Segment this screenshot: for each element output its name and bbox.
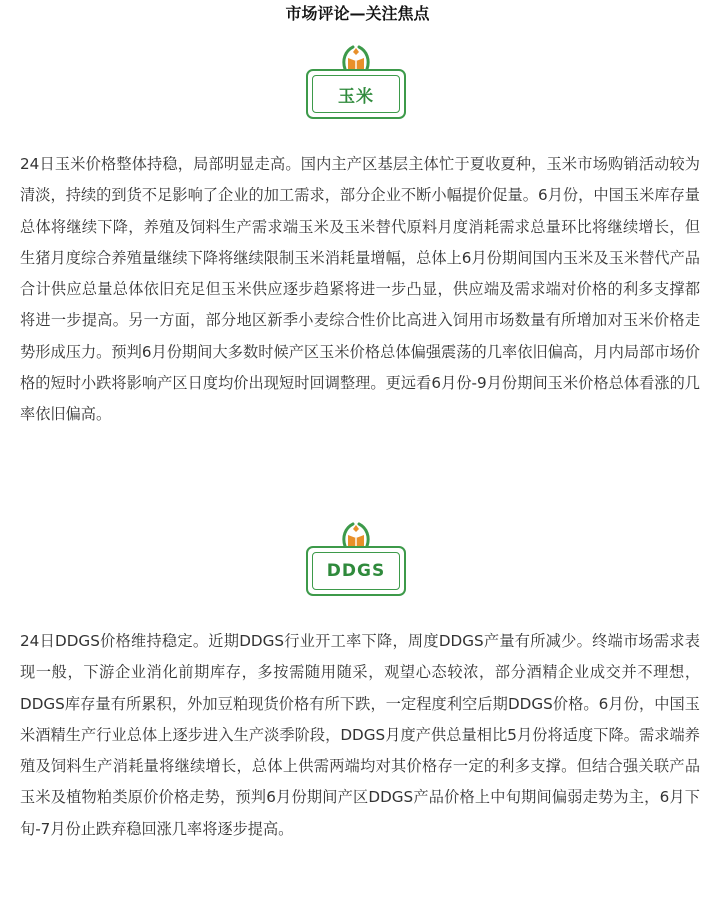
- corn-section-badge: [306, 45, 406, 120]
- ddgs-section-badge: [306, 522, 406, 597]
- ddgs-badge-frame: [306, 546, 406, 596]
- ddgs-market-paragraph: 24日DDGS价格维持稳定。近期DDGS行业开工率下降，周度DDGS产量有所减少。终端市场需求表现一般，下游企业消化前期库存，多按需随用随采，观望心态较浓，部分酒精企业成交并不理想，DDGS库存量有所累积，外加豆粕现货价格有所下跌，一定程度利空后期DDGS价格。6月份，中国玉米酒精生产行业总体上逐步进入生产淡季阶段，DDGS月度产供总量相比5月份将适度下降。需求端养殖及饲料生产消耗量将继续增长，总体上供需两端均对其价格存一定的利多支撑。但结合强关联产品玉米及植物粕类原价价格走势，预判6月份期间产区DDGS产品价格上中旬期间偏弱走势为主，6月下旬-7月份止跌弃稳回涨几率将逐步提高。: [20, 632, 700, 838]
- corn-badge-label: 玉米: [312, 75, 400, 113]
- corn-market-paragraph: 24日玉米价格整体持稳，局部明显走高。国内主产区基层主体忙于夏收夏种，玉米市场购销活动较为清淡，持续的到货不足影响了企业的加工需求，部分企业不断小幅提价促量。6月份，中国玉米库存量总体将继续下降，养殖及饲料生产需求端玉米及玉米替代原料月度消耗需求总量环比将继续增长，但生猪月度综合养殖量继续下降将继续限制玉米消耗量增幅，总体上6月份期间国内玉米及玉米替代产品合计供应总量总体依旧充足但玉米供应逐步趋紧将进一步凸显，供应端及需求端对价格的利多支撑都将进一步提高。另一方面，部分地区新季小麦综合性价比高进入饲用市场数量有所增加对玉米价格走势形成压力。预判6月份期间大多数时候产区玉米价格总体偏强震荡的几率依旧偏高，月内局部市场价格的短时小跌将影响产区日度均价出现短时回调整理。更远看6月份-9月份期间玉米价格总体看涨的几率依旧偏高。: [20, 155, 700, 424]
- corn-badge-frame: [306, 69, 406, 119]
- page-title: 市场评论—关注焦点: [285, 4, 430, 23]
- ddgs-badge-label: DDGS: [312, 552, 400, 590]
